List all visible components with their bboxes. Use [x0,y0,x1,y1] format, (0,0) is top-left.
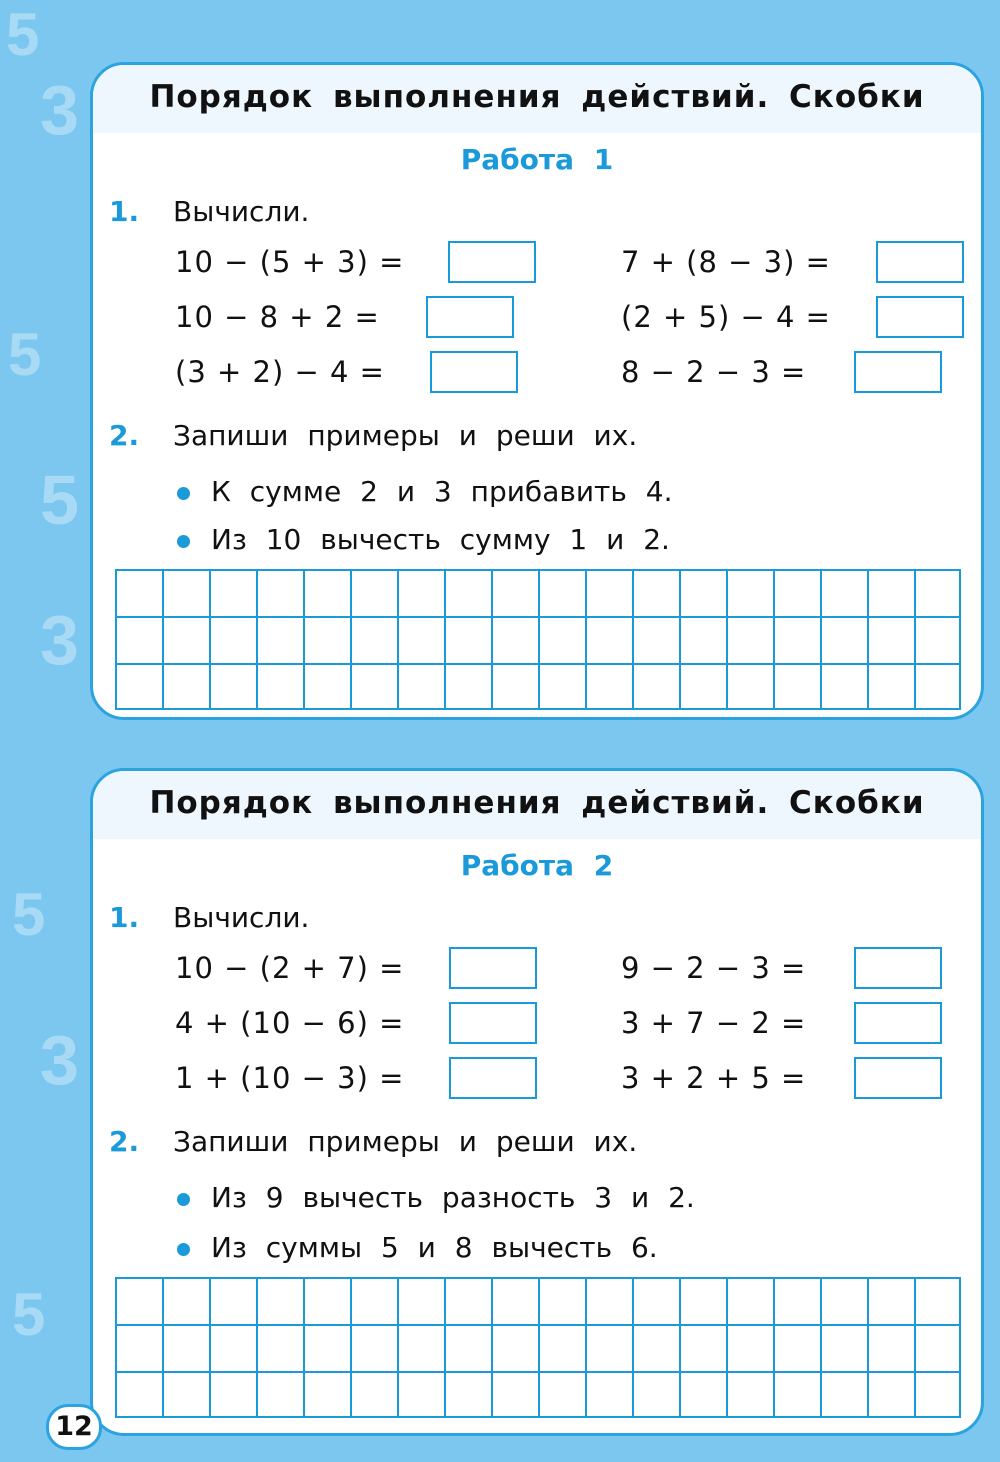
answer-box[interactable] [430,351,518,393]
task-number: 2. [109,1125,140,1158]
equation: (2 + 5) − 4 = [621,300,831,334]
card-title: Порядок выполнения действий. Скобки [149,785,925,821]
card-header [93,65,981,133]
answer-box[interactable] [449,1002,537,1044]
answer-grid[interactable] [115,1277,961,1418]
worksheet-card-1 [90,62,984,720]
answer-box[interactable] [854,1057,942,1099]
answer-box[interactable] [426,296,514,338]
bullet-item: Из суммы 5 и 8 вычесть 6. [211,1231,658,1264]
equation: 10 − (5 + 3) = [175,245,405,279]
bullet-item: Из 10 вычесть сумму 1 и 2. [211,523,670,556]
task-text: Запиши примеры и реши их. [173,419,638,452]
page-number: 12 [46,1404,102,1450]
equation: 9 − 2 − 3 = [621,951,807,985]
equation: 4 + (10 − 6) = [175,1006,405,1040]
answer-box[interactable] [854,947,942,989]
card-title: Порядок выполнения действий. Скобки [149,79,925,115]
task-text: Вычисли. [173,195,310,228]
equation: 7 + (8 − 3) = [621,245,831,279]
equation: 3 + 2 + 5 = [621,1061,807,1095]
answer-box[interactable] [854,1002,942,1044]
background-decoration: 5 3 5 5 3 5 3 5 [6,1,79,1348]
equation: (3 + 2) − 4 = [175,355,385,389]
equation: 8 − 2 − 3 = [621,355,807,389]
equation: 10 − (2 + 7) = [175,951,405,985]
answer-box[interactable] [449,947,537,989]
equation: 10 − 8 + 2 = [175,300,380,334]
answer-box[interactable] [449,1057,537,1099]
work-label: Работа 1 [460,143,614,176]
bullet-item: Из 9 вычесть разность 3 и 2. [211,1181,695,1214]
task-number: 1. [109,195,140,228]
task-text: Вычисли. [173,901,310,934]
work-label: Работа 2 [460,849,614,882]
equation: 1 + (10 − 3) = [175,1061,405,1095]
card-header [93,771,981,839]
task-text: Запиши примеры и реши их. [173,1125,638,1158]
answer-box[interactable] [876,241,964,283]
answer-box[interactable] [854,351,942,393]
task-number: 1. [109,901,140,934]
answer-grid[interactable] [115,569,961,710]
task-number: 2. [109,419,140,452]
worksheet-card-2 [90,768,984,1436]
answer-box[interactable] [876,296,964,338]
bullet-item: К сумме 2 и 3 прибавить 4. [211,475,673,508]
answer-box[interactable] [448,241,536,283]
equation: 3 + 7 − 2 = [621,1006,807,1040]
